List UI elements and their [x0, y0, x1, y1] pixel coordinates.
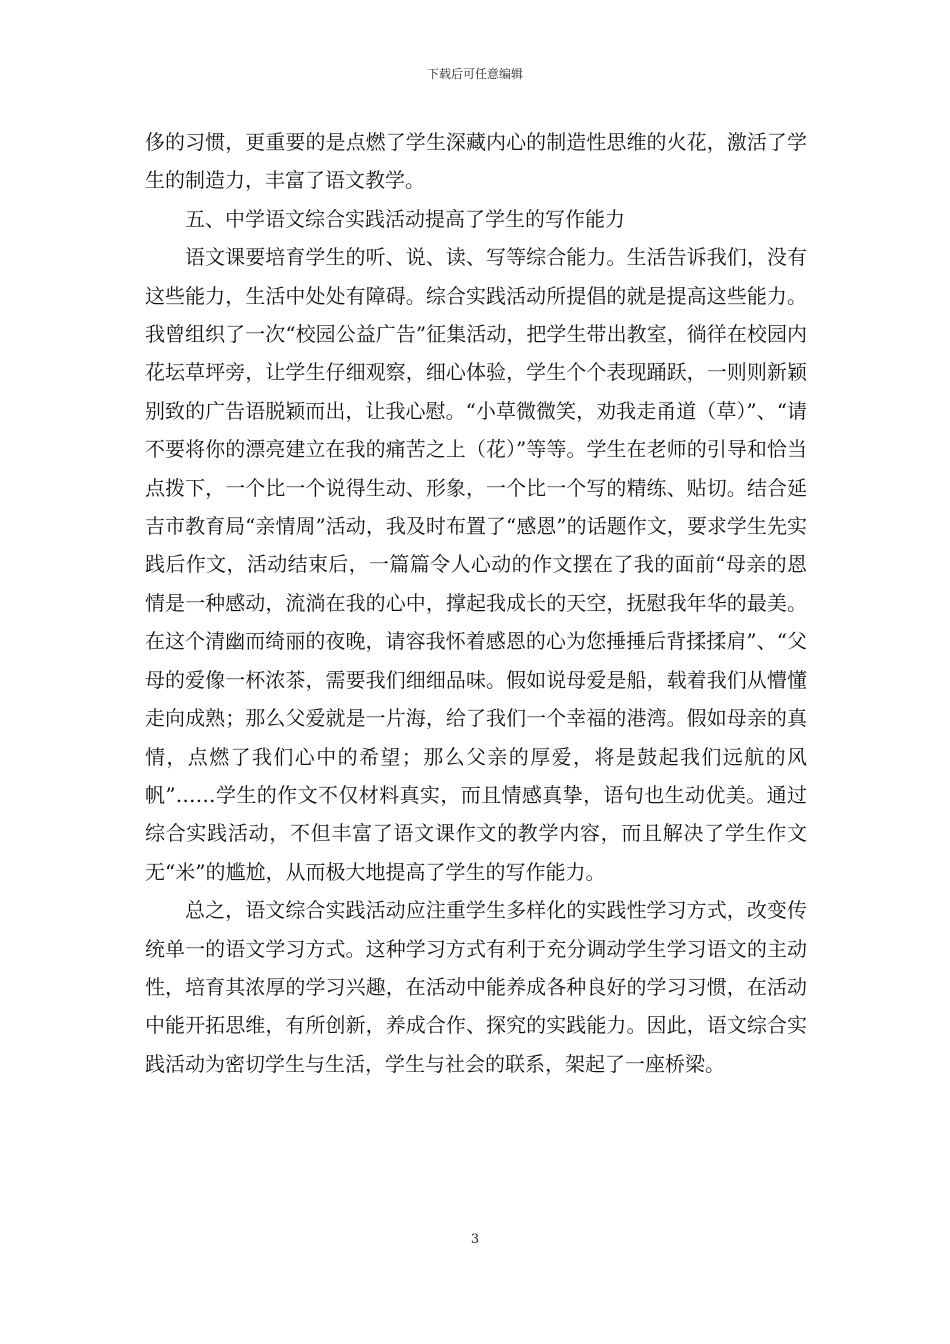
- page-number: 3: [470, 1232, 480, 1247]
- paragraph-continuation: 侈的习惯，更重要的是点燃了学生深藏内心的制造性思维的火花，激活了学生的制造力，丰富了语文教学。: [145, 130, 807, 193]
- section-heading: 五、中学语文综合实践活动提高了学生的写作能力: [185, 206, 625, 231]
- page-header: 下载后可任意编辑: [426, 67, 523, 81]
- document-body: [145, 123, 807, 1083]
- paragraph-writing-ability: 语文课要培育学生的听、说、读、写等综合能力。生活告诉我们，没有这些能力，生活中处处有障碍。综合实践活动所提倡的就是提高这些能力。我曾组织了一次“校园公益广告”征集活动，把学生带出教室，徜徉在校园内花坛草坪旁，让学生仔细观察，细心体验，学生个个表现踊跃，一则则新颖别致的广告语脱颖而出，让我心慰。“小草微微笑，劝我走甬道（草）”、“请不要将你的漂亮建立在我的痛苦之上（花）”等等。学生在老师的引导和恰当点拨下，一个比一个说得生动、形象，一个比一个写的精练、贴切。结合延吉市教育局“亲情周”活动，我及时布置了“感恩”的话题作文，要求学生先实践后作文，活动结束后，一篇篇令人心动的作文摆在了我的面前“母亲的恩情是一种感动，流淌在我的心中，撑起我成长的天空，抚慰我年华的最美。在这个清幽而绮丽的夜晚，请容我怀着感恩的心为您捶捶后背揉揉肩”、“父母的爱像一杯浓茶，需要我们细细品味。假如说母爱是船，载着我们从懵懂走向成熟；那么父爱就是一片海，给了我们一个幸福的港湾。假如母亲的真情，点燃了我们心中的希望；那么父亲的厚爱，将是鼓起我们远航的风帆”……学生的作文不仅材料真实，而且情感真挚，语句也生动优美。通过综合实践活动，不但丰富了语文课作文的教学内容，而且解决了学生作文无“米”的尴尬，从而极大地提高了学生的写作能力。: [145, 245, 807, 884]
- paragraph-conclusion: 总之，语文综合实践活动应注重学生多样化的实践性学习方式，改变传统单一的语文学习方式。这种学习方式有利于充分调动学生学习语文的主动性，培育其浓厚的学习兴趣，在活动中能养成各种良好的学习习惯，在活动中能开拓思维，有所创新，养成合作、探究的实践能力。因此，语文综合实践活动为密切学生与生活，学生与社会的联系，架起了一座桥梁。: [145, 898, 807, 1076]
